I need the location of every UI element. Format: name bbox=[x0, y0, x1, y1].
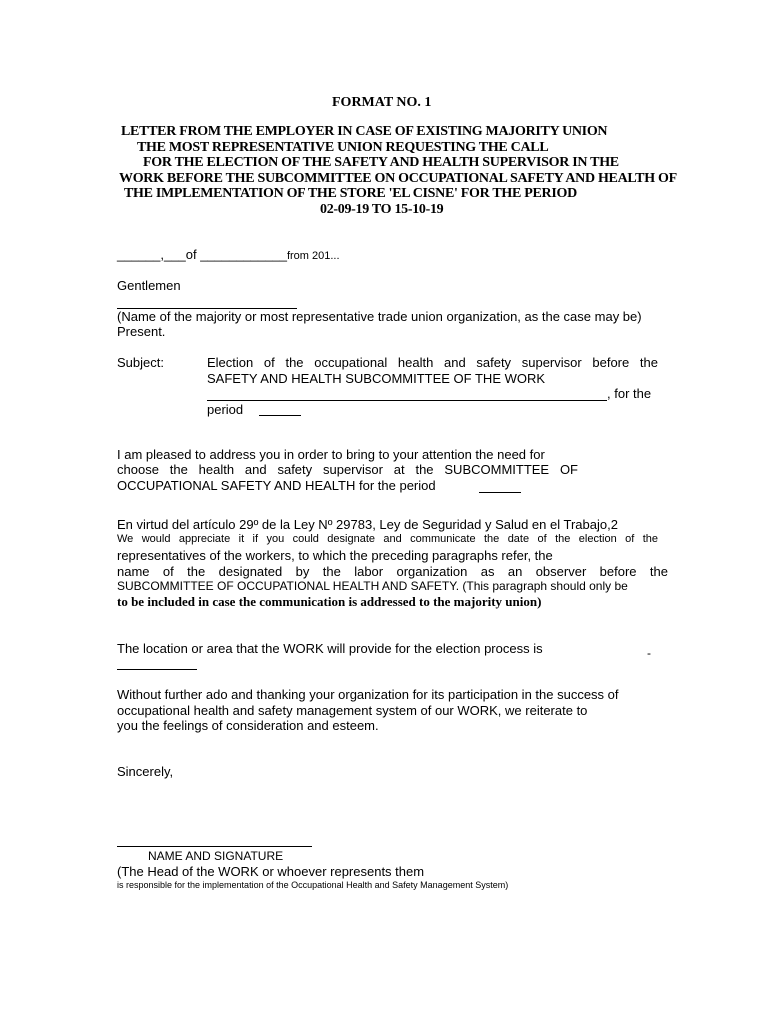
para4-line-2: occupational health and safety management system of our WORK, we reiterate to bbox=[117, 703, 588, 718]
signature-note-1: (The Head of the WORK or whoever represents them bbox=[117, 864, 425, 879]
signature-line bbox=[117, 846, 312, 847]
subject-label: Subject: bbox=[117, 355, 164, 370]
date-comma: , bbox=[160, 247, 165, 262]
para4-line-1: Without further ado and thanking your organization for its participation in the success of bbox=[117, 687, 619, 702]
date-from-year: from 201... bbox=[286, 250, 340, 262]
salutation: Gentlemen bbox=[117, 278, 181, 293]
subject-period-line bbox=[259, 415, 301, 416]
signature-note-2: is responsible for the implementation of the Occupational Health and Safety Management System) bbox=[117, 880, 509, 890]
para2-line-2: We would appreciate it if you could designate and communicate the date of the election of the bbox=[117, 533, 658, 545]
date-blank-place: ____________ bbox=[200, 247, 287, 262]
work-name-line bbox=[207, 400, 607, 401]
subject-for-the: , for the bbox=[607, 386, 652, 401]
present-text: Present. bbox=[117, 324, 166, 339]
org-name-note: (Name of the majority or most representative trade union organization, as the case may be) bbox=[117, 309, 642, 324]
para2-line-3: representatives of the workers, to which the preceding paragraphs refer, the bbox=[117, 548, 553, 563]
para2-line-1: En virtud del artículo 29º de la Ley Nº 29783, Ley de Seguridad y Salud en el Trabajo,2 bbox=[117, 517, 618, 532]
subject-line-1: Election of the occupational health and safety supervisor before the bbox=[207, 355, 658, 370]
date-line bbox=[117, 247, 340, 262]
subject-period: period bbox=[207, 402, 244, 417]
para2-line-4: name of the designated by the labor organization as an observer before the bbox=[117, 564, 668, 579]
para4-line-3: you the feelings of consideration and esteem. bbox=[117, 718, 379, 733]
format-title: FORMAT NO. 1 bbox=[332, 95, 432, 110]
date-blank-day: ______ bbox=[117, 247, 161, 262]
para2-line-6: to be included in case the communication is addressed to the majority union) bbox=[117, 594, 542, 609]
location-line bbox=[117, 669, 197, 670]
para1-line-2: choose the health and safety supervisor at the SUBCOMMITTEE OF bbox=[117, 462, 578, 477]
para2-line-5: SUBCOMMITTEE OF OCCUPATIONAL HEALTH AND SAFETY. (This paragraph should only be bbox=[117, 579, 628, 593]
para3-dash: - bbox=[647, 646, 651, 660]
header-line-2: THE MOST REPRESENTATIVE UNION REQUESTING THE CALL bbox=[137, 140, 549, 155]
para1-period-line bbox=[479, 492, 521, 493]
header-line-5: THE IMPLEMENTATION OF THE STORE 'EL CISNE' FOR THE PERIOD bbox=[124, 186, 577, 201]
para3-line-1: The location or area that the WORK will provide for the election process is bbox=[117, 641, 543, 656]
para1-line-1: I am pleased to address you in order to bring to your attention the need for bbox=[117, 447, 545, 462]
header-line-6: 02-09-19 TO 15-10-19 bbox=[320, 202, 444, 217]
header-line-3: FOR THE ELECTION OF THE SAFETY AND HEALTH SUPERVISOR IN THE bbox=[143, 155, 619, 170]
subject-line-2: SAFETY AND HEALTH SUBCOMMITTEE OF THE WORK bbox=[207, 371, 546, 386]
header-line-1: LETTER FROM THE EMPLOYER IN CASE OF EXISTING MAJORITY UNION bbox=[121, 124, 608, 139]
date-blank-month: ___ bbox=[164, 247, 186, 262]
date-of: of bbox=[185, 247, 197, 262]
header-line-4: WORK BEFORE THE SUBCOMMITTEE ON OCCUPATIONAL SAFETY AND HEALTH OF bbox=[119, 171, 677, 186]
closing: Sincerely, bbox=[117, 764, 174, 779]
signature-label: NAME AND SIGNATURE bbox=[148, 849, 284, 863]
para1-line-3: OCCUPATIONAL SAFETY AND HEALTH for the period bbox=[117, 478, 436, 493]
